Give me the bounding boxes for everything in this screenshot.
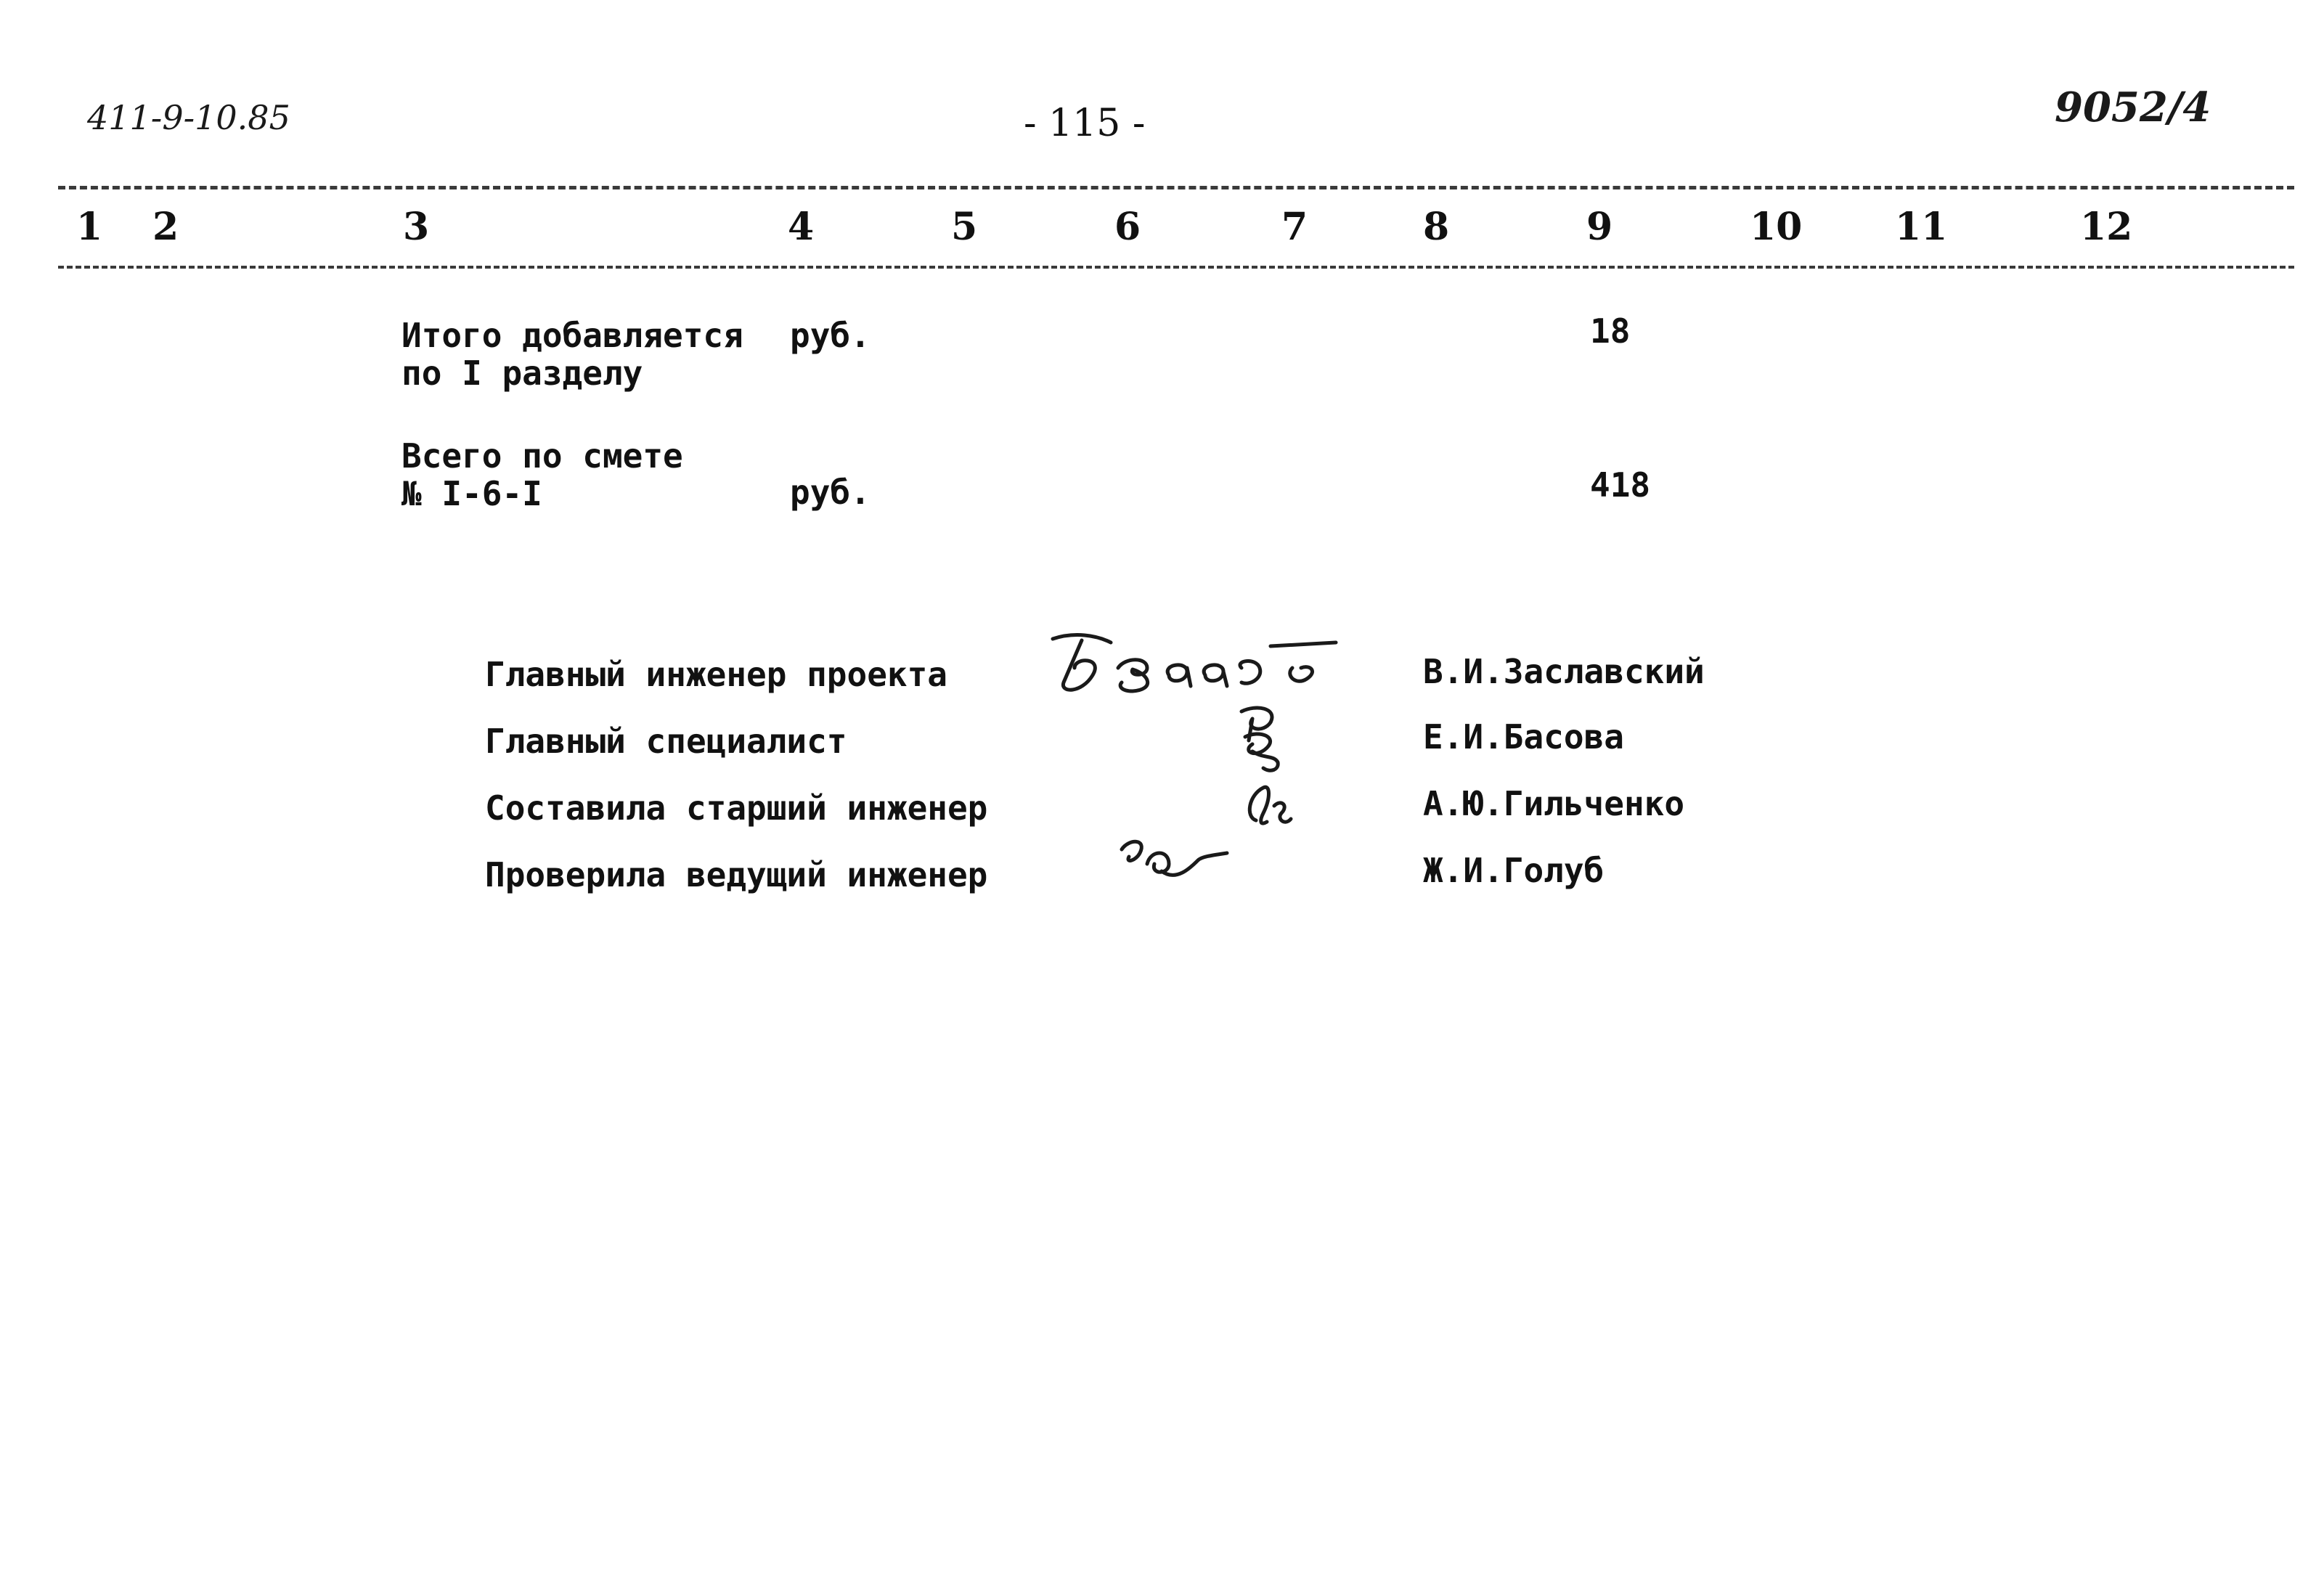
row-2-value: 418 (1590, 465, 1651, 505)
column-number-11: 11 (1895, 205, 1948, 249)
document-code: 411-9-10.85 (87, 98, 290, 137)
row-2-name-line-1: Всего по смете (401, 436, 683, 476)
signature-name-3: А.Ю.Гильченко (1423, 784, 1685, 823)
column-number-5: 5 (951, 205, 978, 249)
row-2-name (401, 437, 683, 513)
column-number-1: 1 (76, 205, 103, 249)
row-1-name (401, 317, 743, 392)
signature-2-handwritten (1212, 697, 1300, 777)
row-1-name-line-2: по I разделу (401, 354, 643, 393)
signature-3-handwritten (1234, 777, 1300, 835)
column-number-8: 8 (1423, 205, 1450, 249)
row-1-unit: руб. (790, 316, 871, 355)
signature-1-handwritten (1031, 624, 1350, 704)
column-number-7: 7 (1281, 205, 1308, 249)
column-number-6: 6 (1114, 205, 1141, 249)
signature-4-handwritten (1111, 828, 1234, 893)
column-number-9: 9 (1586, 205, 1613, 249)
column-number-3: 3 (403, 205, 430, 249)
signature-role-2: Главный специалист (485, 722, 847, 761)
row-1-name-line-1: Итого добавляется (401, 316, 743, 355)
signature-role-3: Составила старший инженер (485, 788, 988, 828)
column-number-10: 10 (1750, 205, 1803, 249)
row-2-unit: руб. (790, 473, 871, 512)
signature-name-2: Е.И.Басова (1423, 717, 1624, 756)
column-number-2: 2 (152, 205, 179, 249)
table-top-rule (58, 186, 2294, 189)
row-2-name-line-2: № I-6-I (401, 474, 542, 513)
row-1-value: 18 (1590, 311, 1631, 351)
page-number: - 115 - (1024, 102, 1146, 145)
signature-name-4: Ж.И.Голуб (1423, 851, 1605, 890)
column-number-4: 4 (788, 205, 815, 249)
column-number-12: 12 (2080, 205, 2133, 249)
signature-role-1: Главный инженер проекта (485, 655, 947, 694)
table-header-bottom-rule (58, 266, 2294, 269)
signature-role-4: Проверила ведущий инженер (485, 855, 988, 894)
sheet-number: 9052/4 (2055, 83, 2211, 131)
signature-name-1: В.И.Заславский (1423, 652, 1705, 691)
